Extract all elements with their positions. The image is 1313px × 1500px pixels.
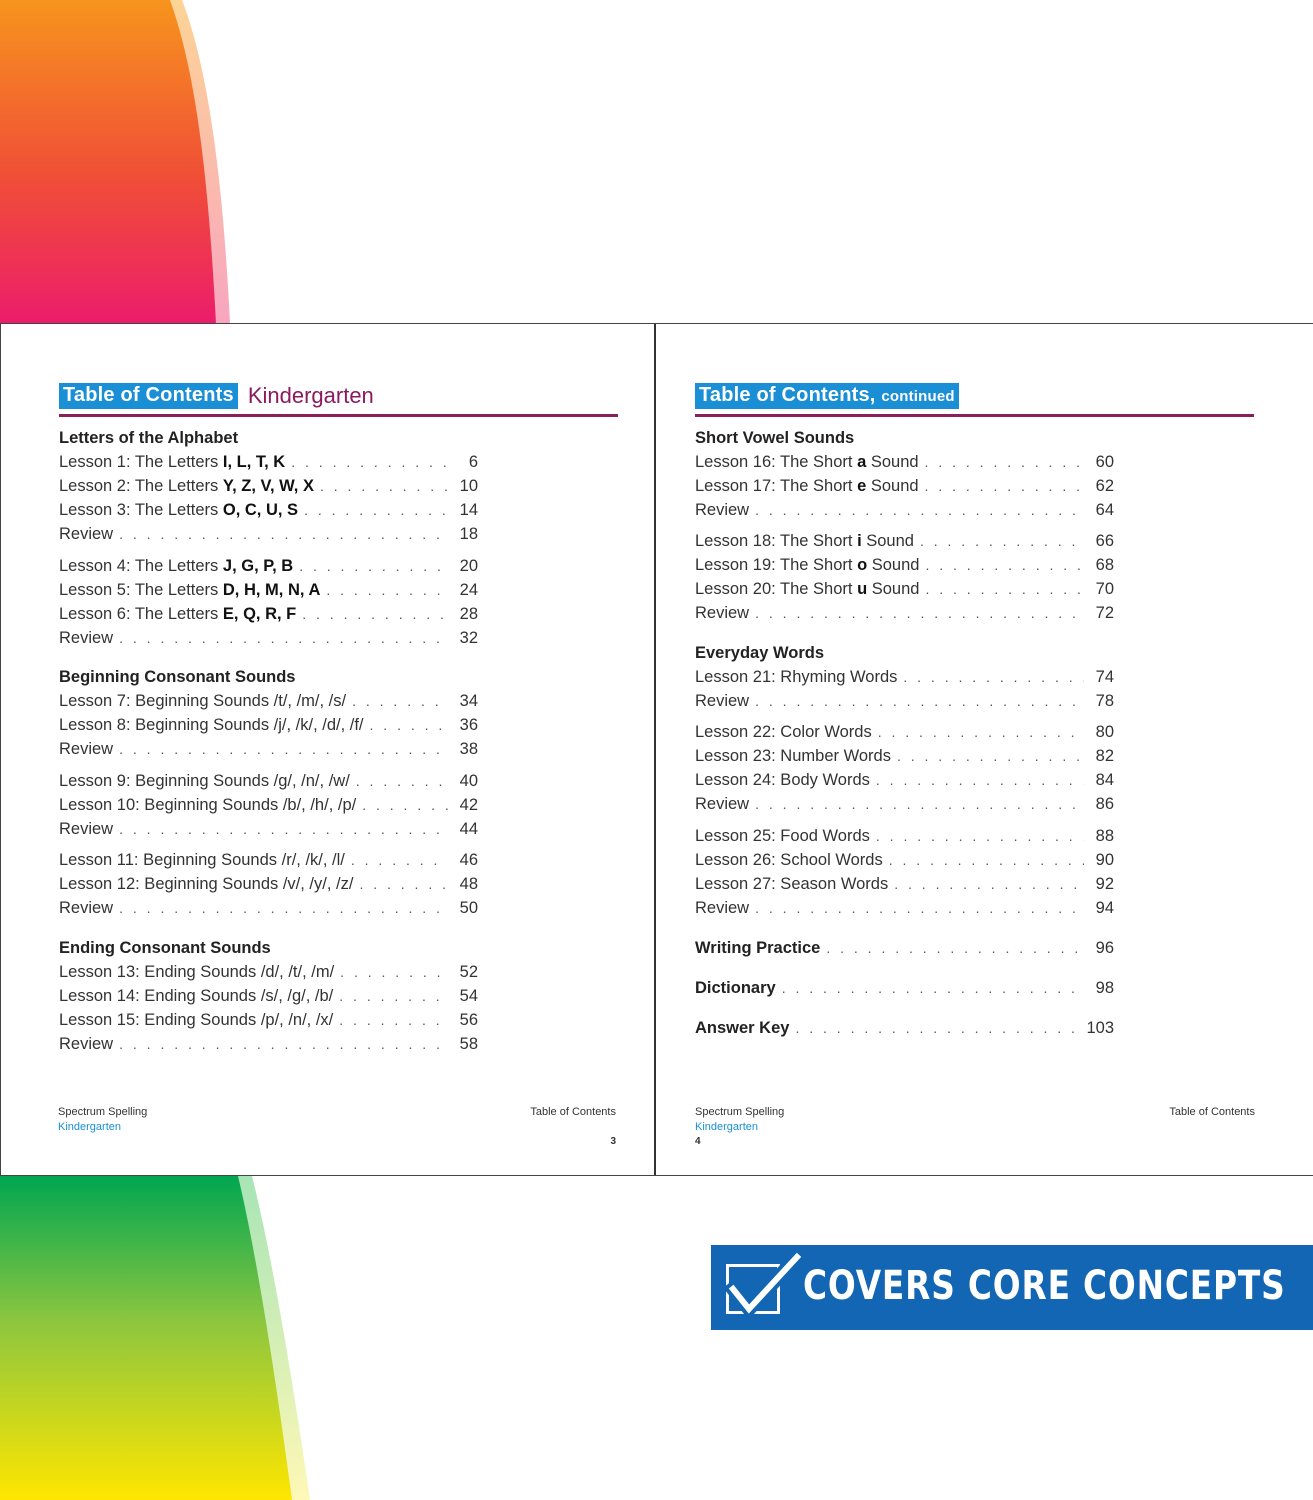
dot-leader	[876, 828, 1084, 844]
entry-label	[59, 772, 356, 791]
toc-entry	[59, 1011, 478, 1030]
entry-text: Review	[695, 501, 750, 519]
entry-text: Lesson 3: The Letters	[59, 501, 223, 519]
section-heading: Short Vowel Sounds	[695, 429, 855, 447]
entry-label	[59, 1035, 119, 1054]
entry-label	[59, 740, 119, 759]
entry-label	[695, 795, 755, 814]
entry-label: Answer Key	[695, 1019, 790, 1037]
dot-leader	[339, 1012, 448, 1028]
decorative-swoosh-top	[0, 0, 260, 324]
dot-leader	[119, 821, 448, 837]
entry-label	[59, 477, 320, 496]
toc-entry	[695, 795, 1114, 814]
entry-page-number: 58	[459, 1035, 478, 1053]
section-heading: Everyday Words	[695, 644, 825, 662]
toc-entry	[59, 501, 478, 520]
entry-text: Lesson 9: Beginning Sounds /g/, /n/, /w/	[59, 772, 350, 790]
entry-bold-text: a	[857, 453, 867, 471]
entry-text: Review	[59, 899, 114, 917]
toc-entry	[695, 668, 1114, 687]
entry-label	[695, 692, 755, 711]
entry-page-number: 48	[459, 875, 478, 893]
entry-label	[59, 605, 302, 624]
entry-label	[695, 827, 876, 846]
toc-entry	[695, 723, 1114, 742]
decorative-swoosh-bottom	[0, 1176, 340, 1500]
entry-text: Review	[695, 795, 750, 813]
entry-text-suffix: Sound	[866, 453, 919, 471]
entry-label	[59, 525, 119, 544]
toc-entry	[695, 771, 1114, 790]
dot-leader	[299, 558, 448, 574]
toc-entry	[59, 629, 478, 648]
entry-label	[695, 723, 878, 742]
entry-page-number: 90	[1095, 851, 1114, 869]
core-concepts-banner	[711, 1245, 1313, 1330]
page-number: 4	[695, 1136, 701, 1147]
toc-entry	[59, 963, 478, 982]
dot-leader	[925, 557, 1084, 573]
dot-leader	[925, 478, 1084, 494]
entry-bold-text: I, L, T, K	[222, 453, 286, 471]
entry-page-number: 42	[459, 796, 478, 814]
entry-page-number: 18	[459, 525, 478, 543]
toc-title-box: Table of Contents	[59, 383, 238, 409]
entry-bold-text: i	[857, 532, 862, 550]
book-spread	[0, 323, 1313, 1176]
entry-text: Review	[59, 629, 114, 647]
entry-text: Lesson 21: Rhyming Words	[695, 668, 898, 686]
footer-series: Spectrum Spelling	[58, 1106, 148, 1118]
entry-page-number: 64	[1095, 501, 1114, 519]
dot-leader	[925, 454, 1084, 470]
dot-leader	[302, 606, 448, 622]
dot-leader	[119, 900, 448, 916]
entry-text: Lesson 25: Food Words	[695, 827, 870, 845]
entry-label	[695, 501, 755, 520]
entry-label	[59, 963, 340, 982]
section-heading: Beginning Consonant Sounds	[59, 668, 296, 686]
entry-label	[59, 629, 119, 648]
banner-text: COVERS CORE CONCEPTS	[803, 1263, 1286, 1309]
entry-page-number: 6	[468, 453, 478, 471]
entry-label	[59, 581, 326, 600]
dot-leader	[359, 876, 448, 892]
entry-page-number: 40	[459, 772, 478, 790]
entry-page-number: 92	[1095, 875, 1114, 893]
entry-text: Lesson 11: Beginning Sounds /r/, /k/, /l/	[59, 851, 345, 869]
toc-entry	[695, 604, 1114, 623]
entry-page-number: 20	[459, 557, 478, 575]
dot-leader	[320, 478, 448, 494]
entry-text-suffix: Sound	[866, 477, 919, 495]
footer-grade: Kindergarten	[695, 1121, 758, 1133]
entry-page-number: 28	[459, 605, 478, 623]
footer-section: Table of Contents	[530, 1106, 616, 1118]
entry-page-number: 60	[1095, 453, 1114, 471]
entry-text: Lesson 6: The Letters	[59, 605, 223, 623]
entry-text-suffix: Sound	[867, 556, 920, 574]
entry-label	[59, 796, 362, 815]
dot-leader	[889, 852, 1084, 868]
dot-leader	[291, 454, 448, 470]
entry-page-number: 62	[1095, 477, 1114, 495]
entry-label	[695, 556, 925, 575]
entry-page-number: 94	[1095, 899, 1114, 917]
entry-page-number: 74	[1095, 668, 1114, 686]
entry-text: Lesson 13: Ending Sounds /d/, /t/, /m/	[59, 963, 335, 981]
entry-page-number: 103	[1086, 1019, 1114, 1037]
toc-entry	[695, 851, 1114, 870]
dot-leader	[755, 502, 1084, 518]
entry-page-number: 44	[459, 820, 478, 838]
entry-bold-text: o	[857, 556, 868, 574]
toc-entry	[59, 557, 478, 576]
entry-page-number: 38	[459, 740, 478, 758]
dot-leader	[897, 748, 1084, 764]
entry-text: Lesson 20: The Short	[695, 580, 858, 598]
toc-title-text: Table of Contents,	[699, 384, 876, 406]
entry-page-number: 72	[1095, 604, 1114, 622]
entry-label	[695, 604, 755, 623]
entry-text: Review	[59, 740, 114, 758]
entry-text: Lesson 8: Beginning Sounds /j/, /k/, /d/, /f/	[59, 716, 364, 734]
dot-leader	[356, 773, 448, 789]
toc-entry	[59, 605, 478, 624]
entry-page-number: 54	[459, 987, 478, 1005]
toc-entry	[695, 580, 1114, 599]
entry-page-number: 36	[459, 716, 478, 734]
entry-page-number: 78	[1095, 692, 1114, 710]
toc-entry	[59, 477, 478, 496]
entry-label	[695, 747, 897, 766]
toc-entry	[695, 532, 1114, 551]
footer-series: Spectrum Spelling	[695, 1106, 785, 1118]
entry-page-number: 68	[1095, 556, 1114, 574]
entry-label	[695, 532, 920, 551]
toc-entry	[695, 875, 1114, 894]
entry-text: Lesson 19: The Short	[695, 556, 858, 574]
toc-entry	[695, 979, 1114, 998]
toc-entry	[59, 772, 478, 791]
toc-entry	[59, 581, 478, 600]
entry-page-number: 52	[459, 963, 478, 981]
dot-leader	[755, 900, 1084, 916]
toc-entry	[695, 899, 1114, 918]
dot-leader	[326, 582, 448, 598]
entry-page-number: 50	[459, 899, 478, 917]
toc-entry	[59, 716, 478, 735]
page-heading	[59, 383, 374, 409]
entry-label	[695, 851, 889, 870]
entry-page-number: 82	[1095, 747, 1114, 765]
entry-text: Lesson 5: The Letters	[59, 581, 223, 599]
entry-label: Dictionary	[695, 979, 776, 997]
dot-leader	[795, 1020, 1078, 1036]
entry-text: Lesson 7: Beginning Sounds /t/, /m/, /s/	[59, 692, 347, 710]
entry-page-number: 24	[459, 581, 478, 599]
entry-label	[695, 668, 903, 687]
dot-leader	[894, 876, 1084, 892]
toc-entry	[59, 740, 478, 759]
entry-text: Lesson 27: Season Words	[695, 875, 889, 893]
dot-leader	[119, 630, 448, 646]
entry-label	[59, 692, 352, 711]
toc-title-box	[695, 383, 959, 409]
toc-entry	[59, 987, 478, 1006]
entry-label	[695, 453, 925, 472]
entry-text: Lesson 18: The Short	[695, 532, 858, 550]
entry-bold-text: Y, Z, V, W, X	[222, 477, 314, 495]
entry-page-number: 14	[459, 501, 478, 519]
entry-label	[59, 987, 339, 1006]
entry-page-number: 96	[1095, 939, 1114, 957]
toc-entry	[59, 1035, 478, 1054]
dot-leader	[339, 988, 448, 1004]
entry-text: Review	[59, 820, 114, 838]
dot-leader	[755, 796, 1084, 812]
entry-bold-text: J, G, P, B	[222, 557, 294, 575]
entry-text: Lesson 4: The Letters	[59, 557, 223, 575]
entry-text: Lesson 26: School Words	[695, 851, 883, 869]
entry-text: Review	[59, 1035, 114, 1053]
dot-leader	[119, 741, 448, 757]
dot-leader	[340, 964, 448, 980]
dot-leader	[119, 526, 448, 542]
entry-text: Lesson 22: Color Words	[695, 723, 872, 741]
page-heading	[695, 383, 959, 409]
dot-leader	[755, 605, 1084, 621]
entry-page-number: 56	[459, 1011, 478, 1029]
entry-bold-text: e	[857, 477, 867, 495]
entry-page-number: 46	[459, 851, 478, 869]
continued-label: continued	[881, 388, 955, 405]
entry-page-number: 34	[459, 692, 478, 710]
entry-page-number: 10	[459, 477, 478, 495]
footer-grade: Kindergarten	[58, 1121, 121, 1133]
entry-text: Lesson 15: Ending Sounds /p/, /n/, /x/	[59, 1011, 334, 1029]
entry-label	[59, 820, 119, 839]
footer-section: Table of Contents	[1169, 1106, 1255, 1118]
dot-leader	[920, 533, 1084, 549]
toc-entry	[695, 692, 1114, 711]
entry-text: Lesson 17: The Short	[695, 477, 858, 495]
entry-text: Lesson 23: Number Words	[695, 747, 891, 765]
entry-page-number: 80	[1095, 723, 1114, 741]
toc-entry	[695, 747, 1114, 766]
entry-label: Writing Practice	[695, 939, 821, 957]
toc-entry	[695, 1019, 1114, 1038]
entry-page-number: 84	[1095, 771, 1114, 789]
entry-text: Review	[59, 525, 114, 543]
entry-page-number: 88	[1095, 827, 1114, 845]
entry-text: Lesson 14: Ending Sounds /s/, /g/, /b/	[59, 987, 334, 1005]
entry-label	[59, 557, 299, 576]
toc-entry	[695, 827, 1114, 846]
toc-entry	[59, 899, 478, 918]
entry-page-number: 66	[1095, 532, 1114, 550]
page-number: 3	[610, 1136, 616, 1147]
section-heading: Letters of the Alphabet	[59, 429, 239, 447]
toc-entry	[59, 796, 478, 815]
entry-text: Review	[695, 692, 750, 710]
dot-leader	[119, 1036, 448, 1052]
entry-text: Lesson 1: The Letters	[59, 453, 223, 471]
entry-bold-text: O, C, U, S	[222, 501, 299, 519]
entry-text: Lesson 10: Beginning Sounds /b/, /h/, /p/	[59, 796, 357, 814]
dot-leader	[782, 980, 1084, 996]
toc-entry	[695, 939, 1114, 958]
entry-text: Lesson 16: The Short	[695, 453, 858, 471]
entry-label	[59, 716, 370, 735]
toc-entry	[695, 477, 1114, 496]
dot-leader	[903, 669, 1084, 685]
entry-bold-text: u	[857, 580, 868, 598]
checkmark-icon	[719, 1251, 809, 1325]
entry-text-suffix: Sound	[861, 532, 914, 550]
dot-leader	[826, 940, 1084, 956]
section-heading: Ending Consonant Sounds	[59, 939, 271, 957]
toc-entry	[695, 453, 1114, 472]
entry-text: Lesson 24: Body Words	[695, 771, 870, 789]
dot-leader	[878, 724, 1084, 740]
entry-bold-text: D, H, M, N, A	[222, 581, 321, 599]
dot-leader	[370, 717, 448, 733]
toc-entry	[59, 692, 478, 711]
entry-text-suffix: Sound	[867, 580, 920, 598]
toc-entry	[59, 820, 478, 839]
toc-entry	[59, 851, 478, 870]
entry-label	[59, 875, 359, 894]
entry-text: Review	[695, 899, 750, 917]
entry-label	[695, 899, 755, 918]
entry-label	[59, 453, 291, 472]
entry-label	[695, 875, 894, 894]
entry-label	[695, 580, 925, 599]
heading-rule	[695, 414, 1254, 417]
toc-entry	[695, 501, 1114, 520]
toc-entry	[695, 556, 1114, 575]
entry-label	[695, 771, 876, 790]
dot-leader	[352, 693, 448, 709]
toc-entry	[59, 453, 478, 472]
entry-label	[695, 477, 925, 496]
entry-label	[59, 501, 304, 520]
dot-leader	[925, 581, 1084, 597]
entry-label	[59, 899, 119, 918]
entry-label	[59, 851, 351, 870]
entry-text: Review	[695, 604, 750, 622]
right-page	[656, 324, 1313, 1175]
dot-leader	[351, 852, 448, 868]
dot-leader	[876, 772, 1084, 788]
entry-label	[59, 1011, 339, 1030]
entry-page-number: 86	[1095, 795, 1114, 813]
entry-page-number: 32	[459, 629, 478, 647]
entry-bold-text: E, Q, R, F	[222, 605, 297, 623]
dot-leader	[362, 797, 448, 813]
entry-text: Lesson 2: The Letters	[59, 477, 223, 495]
dot-leader	[304, 502, 448, 518]
toc-entry	[59, 875, 478, 894]
dot-leader	[755, 693, 1084, 709]
entry-text: Lesson 12: Beginning Sounds /v/, /y/, /z/	[59, 875, 354, 893]
heading-rule	[59, 414, 618, 417]
left-page	[0, 324, 656, 1175]
grade-title: Kindergarten	[247, 383, 374, 408]
toc-entry	[59, 525, 478, 544]
entry-page-number: 70	[1095, 580, 1114, 598]
entry-page-number: 98	[1095, 979, 1114, 997]
